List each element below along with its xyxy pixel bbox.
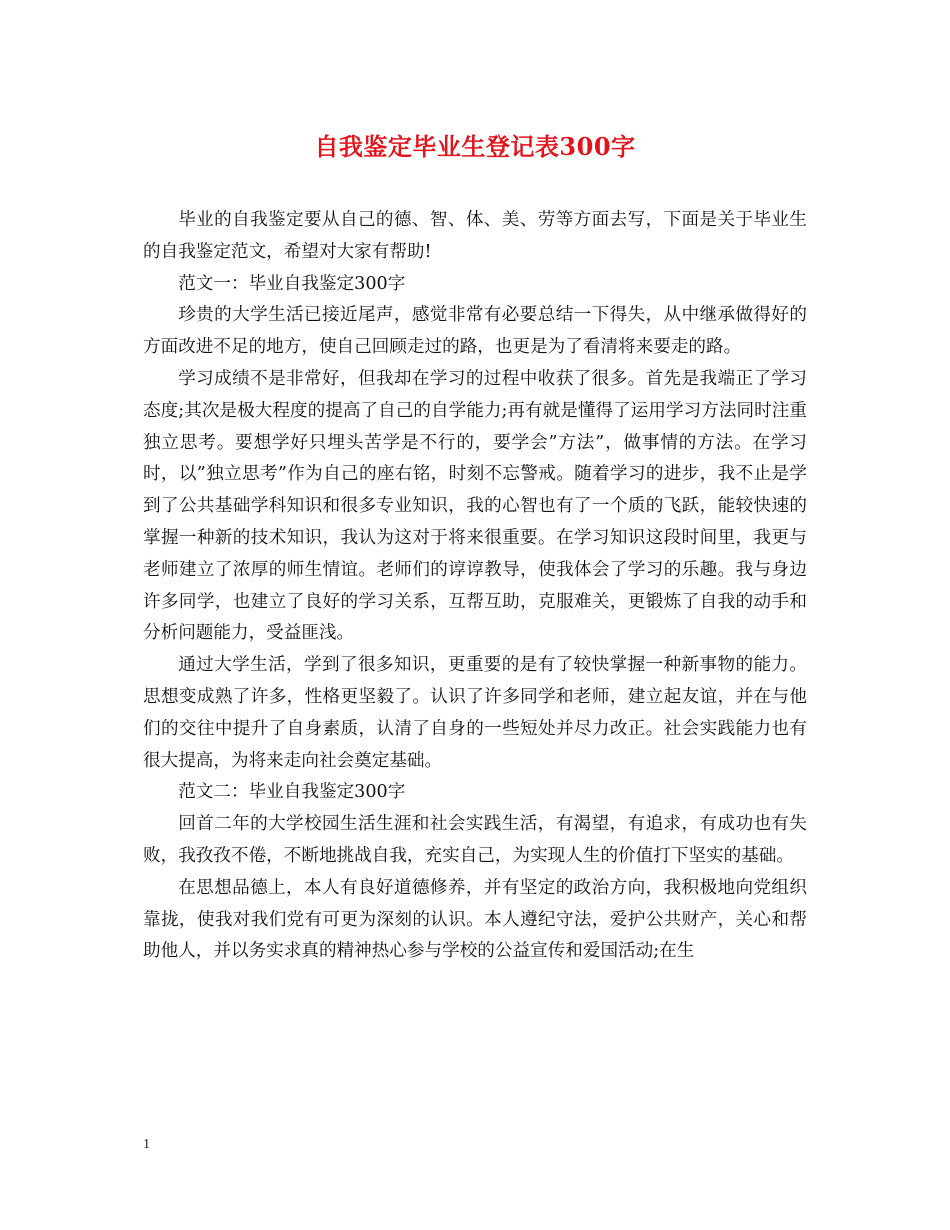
paragraph: 通过大学生活，学到了很多知识，更重要的是有了较快掌握一种新事物的能力。思想变成熟了许多，性格更坚毅了。认识了许多同学和老师，建立起友谊，并在与他们的交往中提升了自身素质，认清了自身的一些短处并尽力改正。社会实践能力也有很大提高，为将来走向社会奠定基础。 xyxy=(143,655,807,771)
document-body xyxy=(143,205,807,968)
section-heading-sample-one: 范文一：毕业自我鉴定300字 xyxy=(178,273,406,294)
document-title: 自我鉴定毕业生登记表300字 xyxy=(314,132,636,161)
page-number: 1 xyxy=(143,1137,150,1152)
paragraph: 回首二年的大学校园生活生涯和社会实践生活，有渴望，有追求，有成功也有失败，我孜孜不倦，不断地挑战自我，充实自己，为实现人生的价值打下坚实的基础。 xyxy=(143,814,807,866)
paragraph: 在思想品德上，本人有良好道德修养，并有坚定的政治方向，我积极地向党组织靠拢，使我对我们党有可更为深刻的认识。本人遵纪守法，爱护公共财产，关心和帮助他人，并以务实求真的精神热心参与学校的公益宣传和爱国活动;在生 xyxy=(143,877,807,962)
paragraph-intro: 毕业的自我鉴定要从自己的德、智、体、美、劳等方面去写，下面是关于毕业生的自我鉴定范文，希望对大家有帮助! xyxy=(143,210,807,262)
paragraph: 珍贵的大学生活已接近尾声，感觉非常有必要总结一下得失，从中继承做得好的方面改进不足的地方，使自己回顾走过的路，也更是为了看清将来要走的路。 xyxy=(143,305,807,358)
paragraph: 学习成绩不是非常好，但我却在学习的过程中收获了很多。首先是我端正了学习态度;其次是极大程度的提高了自己的自学能力;再有就是懂得了运用学习方法同时注重独立思考。要想学好只埋头苦学是不行的，要学会”方法”，做事情的方法。在学习时，以”独立思考”作为自己的座右铭，时刻不忘警戒。随着学习的进步，我不止是学到了公共基础学科知识和很多专业知识，我的心智也有了一个质的飞跃，能较快速的掌握一种新的技术知识，我认为这对于将来很重要。在学习知识这段时间里，我更与老师建立了浓厚的师生情谊。老师们的谆谆教导，使我体会了学习的乐趣。我与身边许多同学，也建立了良好的学习关系，互帮互助，克服难关，更锻炼了自我的动手和分析问题能力，受益匪浅。 xyxy=(143,368,807,644)
section-heading-sample-two: 范文二：毕业自我鉴定300字 xyxy=(178,782,406,803)
